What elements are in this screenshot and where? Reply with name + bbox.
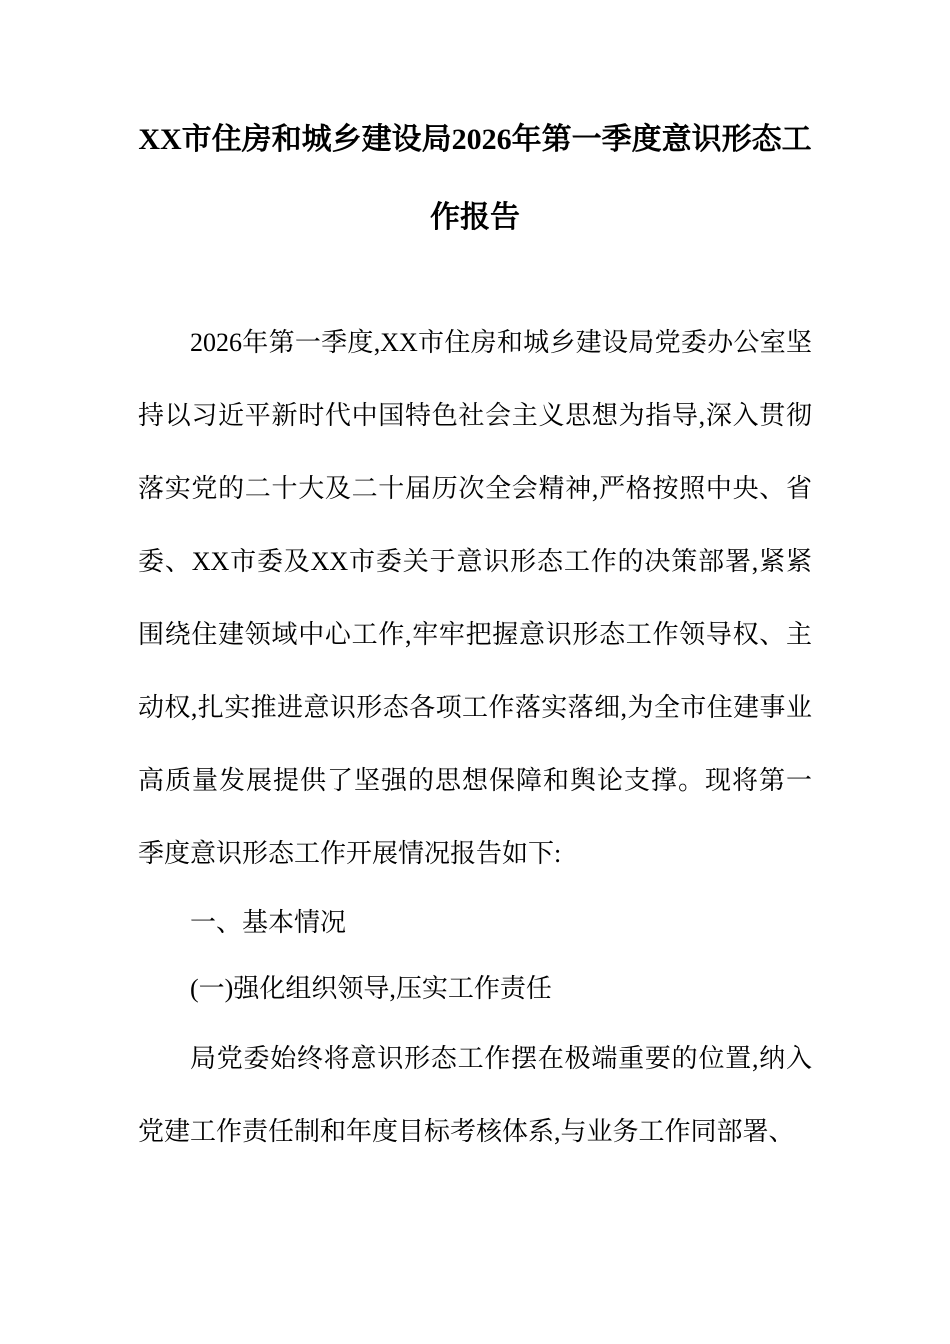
section-heading-basic-situation: 一、基本情况 xyxy=(190,908,347,937)
subsection-heading-strengthen-leadership: (一)强化组织领导,压实工作责任 xyxy=(190,974,552,1003)
document-title: XX市住房和城乡建设局2026年第一季度意识形态工作报告 xyxy=(138,123,812,234)
paragraph-party-committee: 局党委始终将意识形态工作摆在极端重要的位置,纳入党建工作责任制和年度目标考核体系,与业务工作同部署、 xyxy=(138,1044,812,1146)
paragraph-intro: 2026年第一季度,XX市住房和城乡建设局党委办公室坚持以习近平新时代中国特色社会主义思想为指导,深入贯彻落实党的二十大及二十届历次全会精神,严格按照中央、省委、XX市委及XX市委关于意识形态工作的决策部署,紧紧围绕住建领域中心工作,牢牢把握意识形态工作领导权、主动权,扎实推进意识形态各项工作落实落细,为全市住建事业高质量发展提供了坚强的思想保障和舆论支撑。现将第一季度意识形态工作开展情况报告如下: xyxy=(138,328,812,868)
